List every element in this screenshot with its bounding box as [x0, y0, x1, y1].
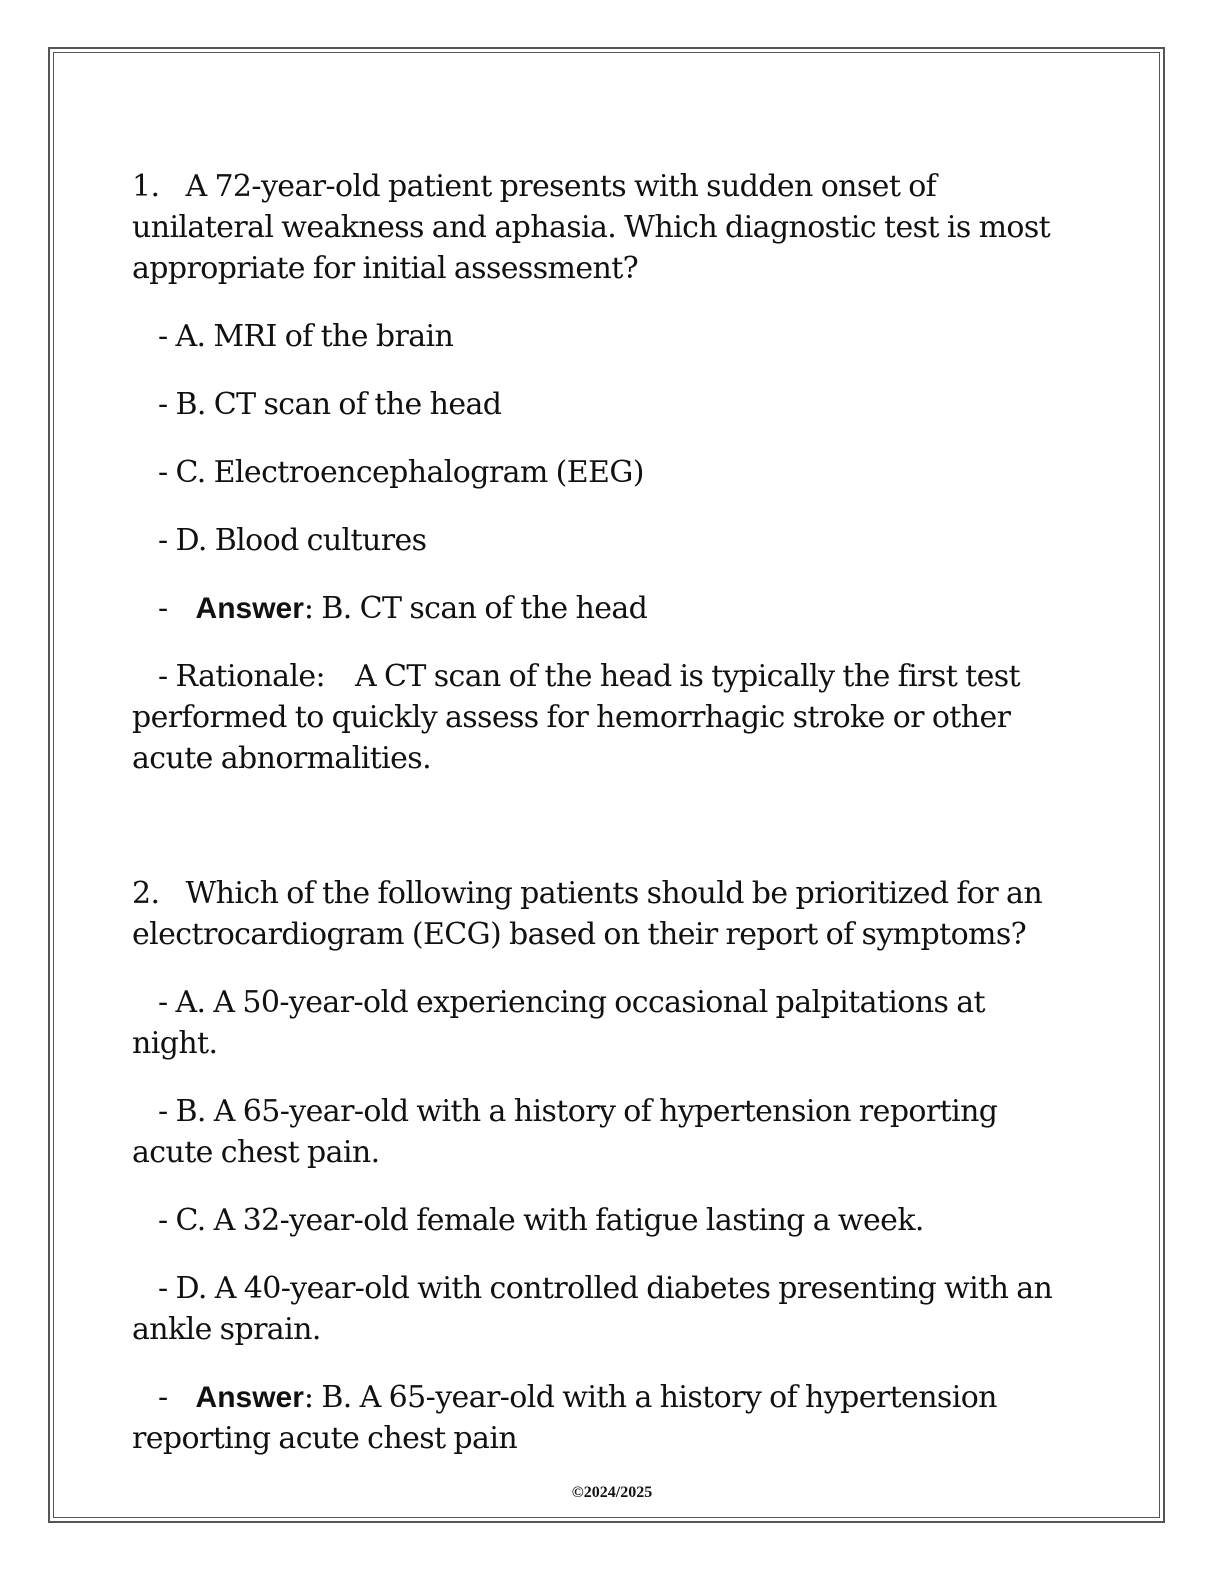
question-1-answer-text: : B. CT scan of the head: [303, 591, 648, 626]
question-1-option-b: - B. CT scan of the head: [158, 387, 502, 422]
question-2-text: [132, 873, 1072, 955]
question-1-rationale-label: - Rationale:: [158, 659, 326, 694]
question-2-number: 2.: [132, 876, 160, 911]
question-2-option-b: [132, 1091, 1072, 1173]
question-2-answer-dash: -: [158, 1380, 168, 1415]
question-1-text: [132, 166, 1072, 289]
question-2-option-c-text: - C. A 32-year-old female with fatigue lasting a week.: [158, 1203, 924, 1238]
question-1-rationale-text: A CT scan of the head is typically the first test performed to quickly assess for hemorrhagic stroke or other acute abnormalities.: [132, 659, 1020, 776]
question-2-answer-text: : B. A 65-year-old with a history of hypertension reporting acute chest pain: [132, 1380, 997, 1456]
question-2-answer: [132, 1377, 1072, 1459]
document-body: [132, 166, 1072, 1486]
question-2-answer-label: Answer: [195, 1381, 304, 1414]
question-1-answer: [132, 588, 1072, 629]
question-1-number: 1.: [132, 169, 160, 204]
question-1-option-a: - A. MRI of the brain: [158, 319, 454, 354]
question-2-option-d-text: - D. A 40-year-old with controlled diabetes presenting with an ankle sprain.: [132, 1271, 1053, 1347]
question-1-answer-dash: -: [158, 591, 168, 626]
question-1-option-c: - C. Electroencephalogram (EEG): [158, 455, 644, 490]
question-2-option-a-text: - A. A 50-year-old experiencing occasional palpitations at night.: [132, 985, 985, 1061]
question-1-stem: A 72-year-old patient presents with sudden onset of unilateral weakness and aphasia. Which diagnostic test is most appropriate for initial assessment?: [132, 169, 1051, 286]
question-2-option-b-text: - B. A 65-year-old with a history of hypertension reporting acute chest pain.: [132, 1094, 998, 1170]
question-2-option-c: [132, 1200, 1072, 1241]
question-1-rationale: [132, 656, 1072, 779]
question-1-answer-label: Answer: [195, 592, 304, 625]
section-spacer: [132, 779, 1072, 873]
page-footer-copyright: ©2024/2025: [571, 1484, 653, 1501]
question-1-option-d: - D. Blood cultures: [158, 523, 427, 558]
question-2-option-d: [132, 1268, 1072, 1350]
question-2-stem: Which of the following patients should be prioritized for an electrocardiogram (ECG) based on their report of symptoms?: [132, 876, 1043, 952]
question-2-option-a: [132, 982, 1072, 1064]
